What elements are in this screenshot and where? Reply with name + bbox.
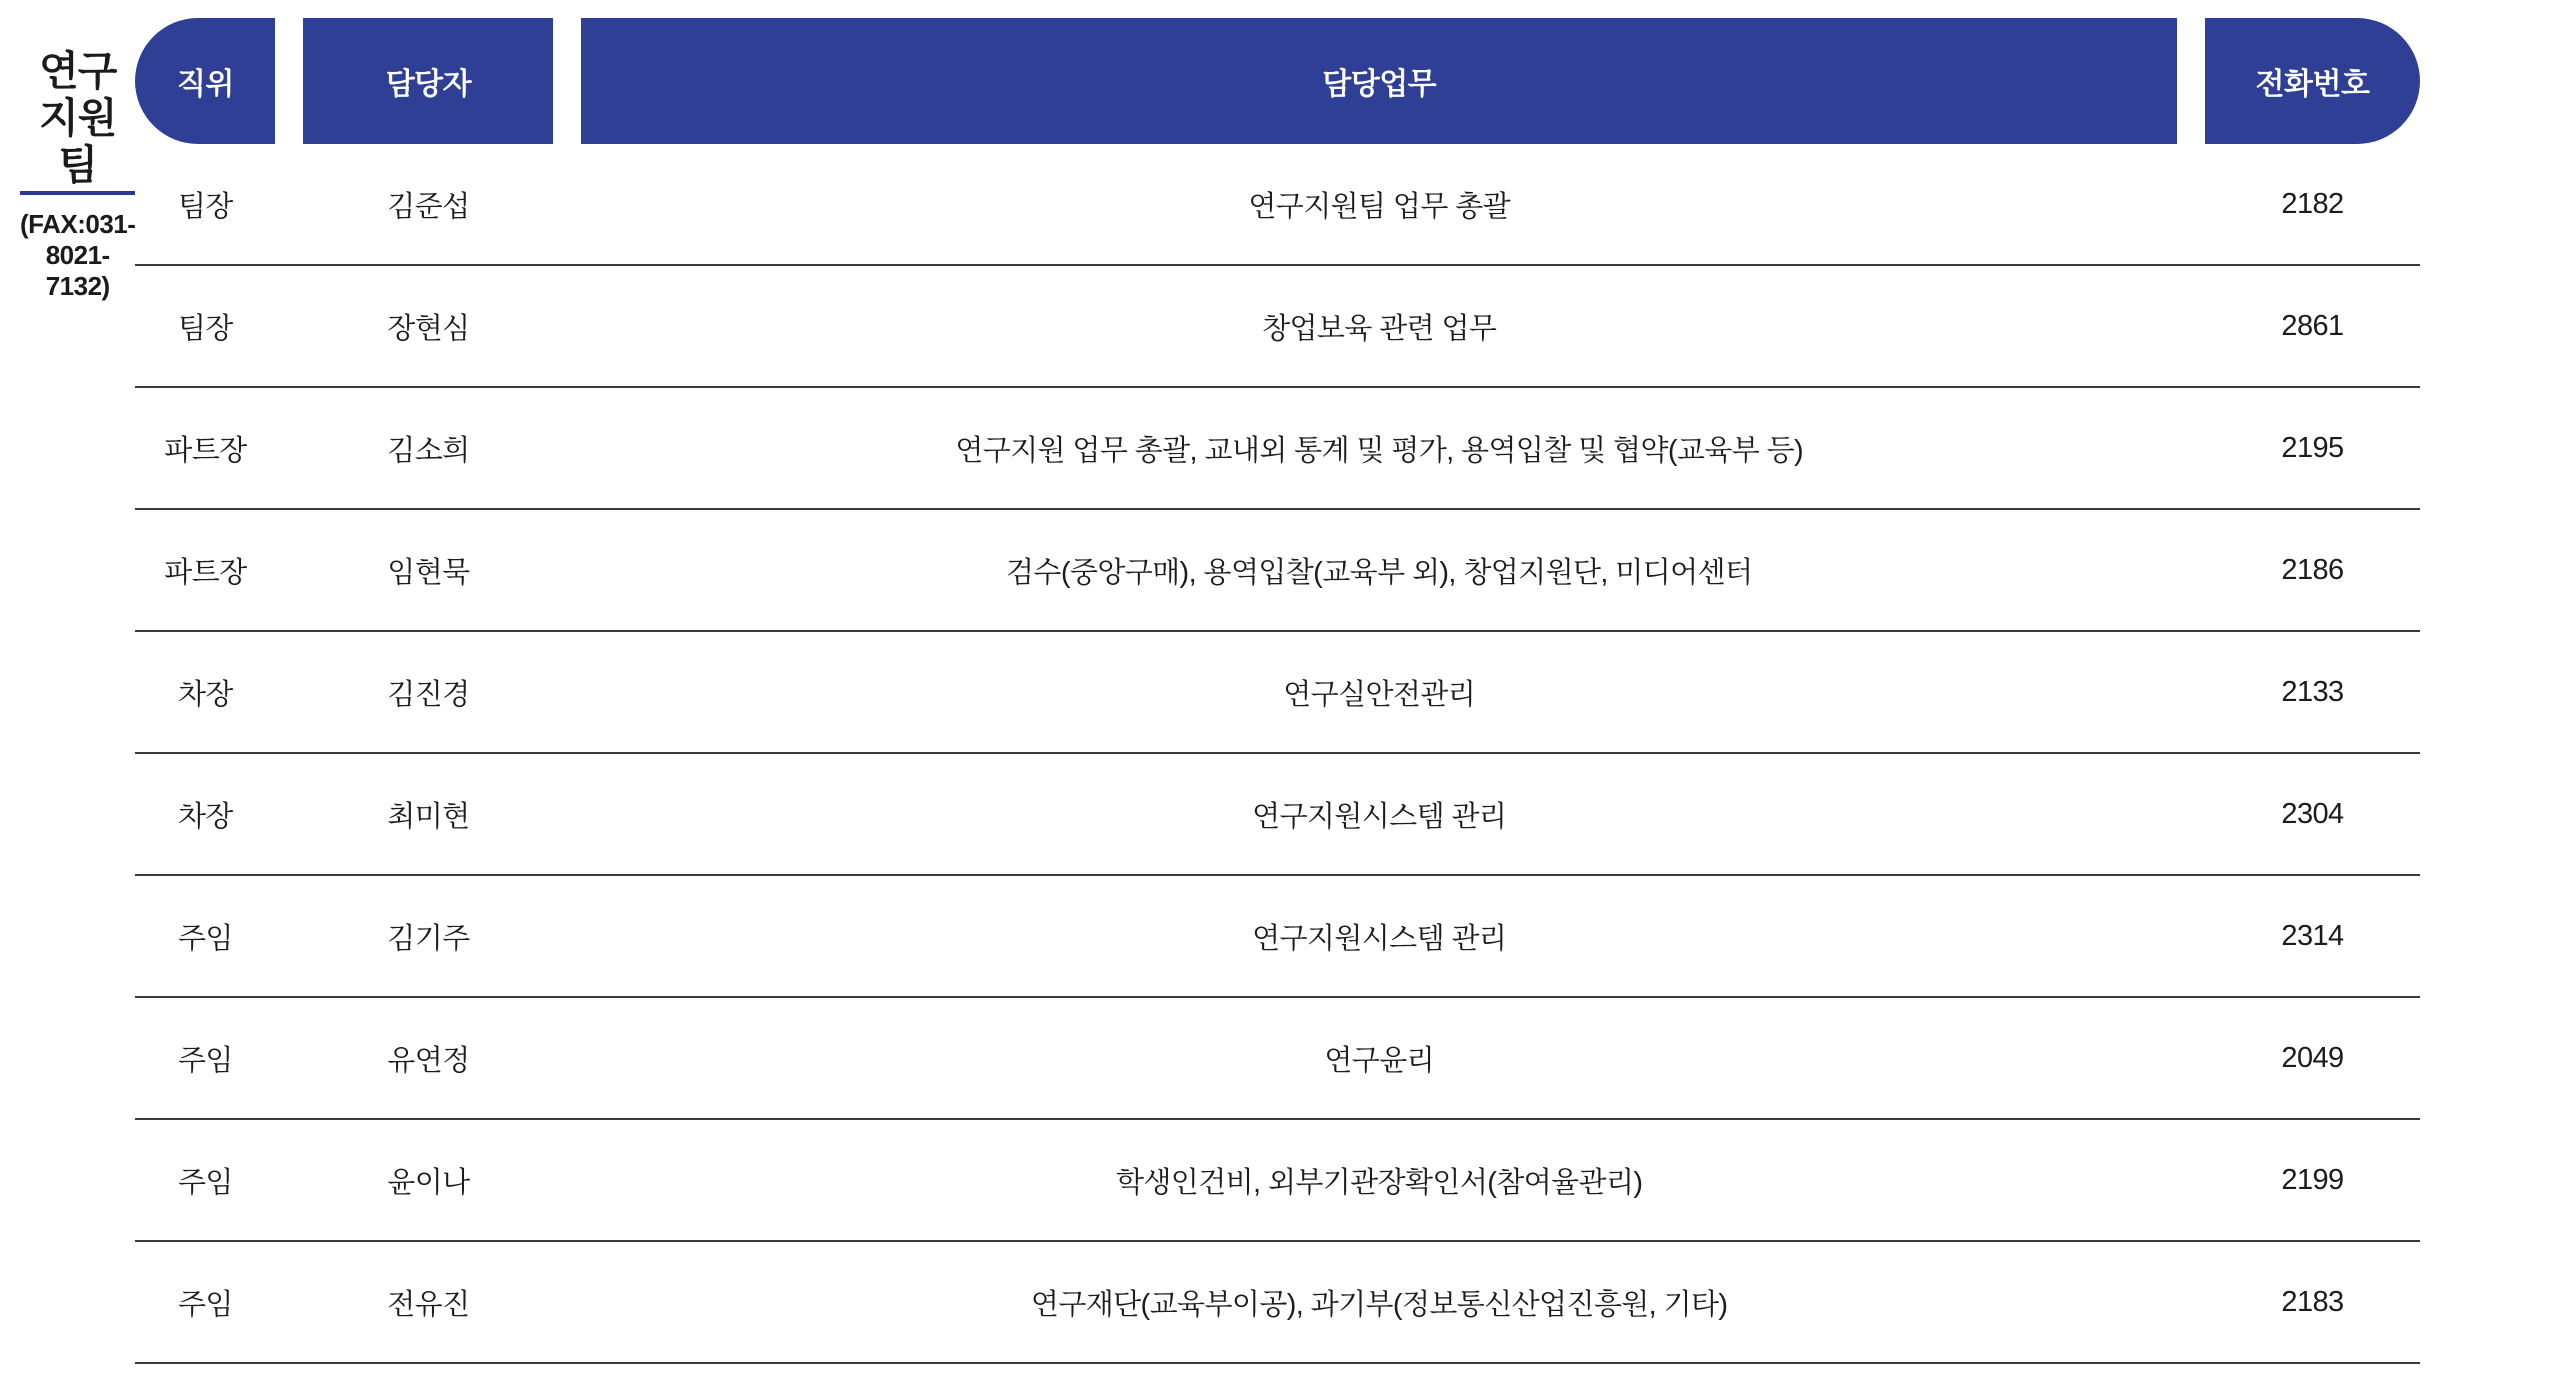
cell-position: 주임	[135, 1242, 275, 1364]
table-row	[135, 632, 2420, 754]
department-fax: (FAX:031-8021-7132)	[20, 209, 136, 302]
table-header	[135, 18, 2420, 144]
cell-gap	[275, 754, 303, 876]
cell-phone: 2861	[2205, 266, 2420, 388]
cell-phone: 2304	[2205, 754, 2420, 876]
cell-gap	[2177, 998, 2205, 1120]
cell-person: 김소희	[303, 388, 553, 510]
header-duties: 담당업무	[581, 18, 2177, 144]
cell-position: 차장	[135, 754, 275, 876]
cell-person: 전유진	[303, 1242, 553, 1364]
cell-person: 유연정	[303, 998, 553, 1120]
cell-gap	[553, 510, 581, 632]
cell-gap	[553, 144, 581, 266]
department-name: 연구지원팀	[20, 48, 135, 195]
cell-gap	[2177, 510, 2205, 632]
cell-position: 파트장	[135, 510, 275, 632]
cell-phone: 2182	[2205, 144, 2420, 266]
cell-gap	[275, 876, 303, 998]
cell-gap	[553, 754, 581, 876]
cell-person: 김기주	[303, 876, 553, 998]
table-row	[135, 266, 2420, 388]
cell-gap	[275, 1120, 303, 1242]
cell-gap	[275, 144, 303, 266]
cell-duties: 창업보육 관련 업무	[581, 266, 2177, 388]
table-row	[135, 998, 2420, 1120]
cell-duties: 연구윤리	[581, 998, 2177, 1120]
cell-gap	[2177, 1242, 2205, 1364]
table-header-row	[135, 18, 2420, 144]
table-row	[135, 1242, 2420, 1364]
staff-table	[135, 18, 2420, 1364]
cell-phone: 2133	[2205, 632, 2420, 754]
table-row	[135, 1120, 2420, 1242]
cell-position: 차장	[135, 632, 275, 754]
cell-gap	[553, 388, 581, 510]
cell-gap	[2177, 388, 2205, 510]
table-row	[135, 388, 2420, 510]
header-phone: 전화번호	[2205, 18, 2420, 144]
table-row	[135, 510, 2420, 632]
cell-position: 파트장	[135, 388, 275, 510]
table-body	[135, 144, 2420, 1364]
cell-duties: 학생인건비, 외부기관장확인서(참여율관리)	[581, 1120, 2177, 1242]
cell-phone: 2314	[2205, 876, 2420, 998]
cell-person: 임현묵	[303, 510, 553, 632]
header-spacer-2	[553, 18, 581, 144]
department-title-block	[0, 18, 135, 302]
cell-duties: 연구지원팀 업무 총괄	[581, 144, 2177, 266]
cell-person: 김진경	[303, 632, 553, 754]
cell-gap	[553, 632, 581, 754]
cell-gap	[2177, 754, 2205, 876]
cell-duties: 검수(중앙구매), 용역입찰(교육부 외), 창업지원단, 미디어센터	[581, 510, 2177, 632]
table-row	[135, 876, 2420, 998]
cell-gap	[553, 998, 581, 1120]
cell-gap	[275, 388, 303, 510]
cell-duties: 연구실안전관리	[581, 632, 2177, 754]
cell-gap	[275, 510, 303, 632]
cell-duties: 연구지원시스템 관리	[581, 754, 2177, 876]
header-position: 직위	[135, 18, 275, 144]
cell-position: 주임	[135, 1120, 275, 1242]
cell-gap	[553, 1120, 581, 1242]
cell-person: 윤이나	[303, 1120, 553, 1242]
cell-phone: 2199	[2205, 1120, 2420, 1242]
cell-gap	[553, 266, 581, 388]
table-row	[135, 754, 2420, 876]
cell-gap	[2177, 876, 2205, 998]
cell-position: 팀장	[135, 144, 275, 266]
cell-gap	[553, 1242, 581, 1364]
cell-phone: 2183	[2205, 1242, 2420, 1364]
cell-gap	[2177, 266, 2205, 388]
cell-person: 장현심	[303, 266, 553, 388]
cell-phone: 2186	[2205, 510, 2420, 632]
header-spacer-1	[275, 18, 303, 144]
cell-gap	[2177, 632, 2205, 754]
cell-person: 김준섭	[303, 144, 553, 266]
header-person: 담당자	[303, 18, 553, 144]
cell-position: 주임	[135, 876, 275, 998]
cell-position: 팀장	[135, 266, 275, 388]
cell-phone: 2195	[2205, 388, 2420, 510]
cell-gap	[2177, 1120, 2205, 1242]
cell-gap	[275, 1242, 303, 1364]
cell-duties: 연구지원시스템 관리	[581, 876, 2177, 998]
staff-table-wrapper	[135, 18, 2560, 1364]
cell-duties: 연구지원 업무 총괄, 교내외 통계 및 평가, 용역입찰 및 협약(교육부 등)	[581, 388, 2177, 510]
cell-gap	[275, 632, 303, 754]
cell-person: 최미현	[303, 754, 553, 876]
header-spacer-3	[2177, 18, 2205, 144]
cell-position: 주임	[135, 998, 275, 1120]
cell-duties: 연구재단(교육부이공), 과기부(정보통신산업진흥원, 기타)	[581, 1242, 2177, 1364]
table-row	[135, 144, 2420, 266]
cell-gap	[275, 266, 303, 388]
cell-phone: 2049	[2205, 998, 2420, 1120]
cell-gap	[275, 998, 303, 1120]
cell-gap	[2177, 144, 2205, 266]
cell-gap	[553, 876, 581, 998]
